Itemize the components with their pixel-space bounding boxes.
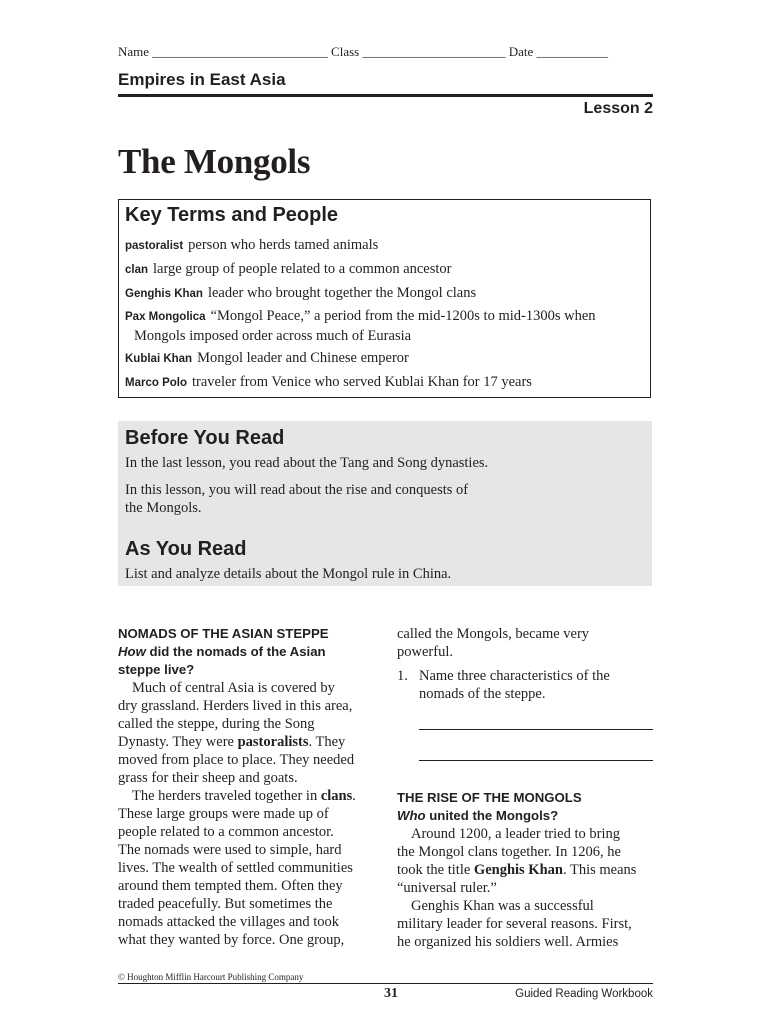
as-you-read-text: List and analyze details about the Mongol rule in China. <box>125 566 452 582</box>
body-line: The nomads were used to simple, hard <box>118 842 342 858</box>
before-you-read-text: the Mongols. <box>125 500 202 516</box>
key-term-item <box>125 349 645 369</box>
body-line: people related to a common ancestor. <box>118 824 334 840</box>
key-term-definition: person who herds tamed animals <box>188 237 379 253</box>
body-line: “universal ruler.” <box>397 880 497 896</box>
body-line: around them tempted them. Often they <box>118 878 343 894</box>
body-line: nomads attacked the villages and took <box>118 914 340 930</box>
footer-rule <box>118 983 653 984</box>
before-you-read-box <box>118 421 652 586</box>
key-term-definition: “Mongol Peace,” a period from the mid-1200s to mid-1300s when <box>210 308 596 324</box>
before-you-read-heading: Before You Read <box>125 427 285 449</box>
unit-title: Empires in East Asia <box>118 70 286 89</box>
key-term-item <box>125 284 645 304</box>
key-term-highlight: clans <box>320 788 353 804</box>
body-line: moved from place to place. They needed <box>118 752 355 768</box>
body-line: Much of central Asia is covered by <box>132 680 335 696</box>
key-term: clan <box>125 264 149 276</box>
section-question <box>397 807 657 825</box>
name-class-date-line: Name ___________________________ Class ______________________ Date ___________ <box>118 44 609 59</box>
key-term: Kublai Khan <box>125 353 193 365</box>
question-text: did the nomads of the Asian <box>145 644 326 659</box>
key-term-item <box>125 373 645 393</box>
lesson-label: Lesson 2 <box>583 100 653 117</box>
review-question <box>397 667 657 703</box>
question-word: How <box>118 644 146 659</box>
body-line: Dynasty. They were pastoralists. They <box>118 734 346 750</box>
question-line: Name three characteristics of the <box>419 668 610 684</box>
body-line: Around 1200, a leader tried to bring <box>411 826 620 842</box>
header-rule <box>118 94 653 97</box>
as-you-read-heading: As You Read <box>125 538 247 560</box>
key-term-item <box>125 260 645 280</box>
key-term-highlight: pastoralists <box>237 734 309 750</box>
key-term: Marco Polo <box>125 377 187 389</box>
body-line: Genghis Khan was a successful <box>411 898 594 914</box>
question-text: united the Mongols? <box>425 808 559 823</box>
body-line: lives. The wealth of settled communities <box>118 860 353 876</box>
question-number: 1. <box>397 668 408 684</box>
key-term: pastoralist <box>125 240 184 252</box>
body-line: called the steppe, during the Song <box>118 716 315 732</box>
key-terms-heading: Key Terms and People <box>125 204 339 226</box>
body-line: powerful. <box>397 644 453 660</box>
body-line: what they wanted by force. One group, <box>118 932 345 948</box>
section-heading: THE RISE OF THE MONGOLS <box>397 790 582 805</box>
key-term-highlight: Genghis Khan <box>473 862 563 878</box>
body-line: the Mongol clans together. In 1206, he <box>397 844 621 860</box>
body-line: military leader for several reasons. First, <box>397 916 632 932</box>
copyright: © Houghton Mifflin Harcourt Publishing Company <box>118 972 304 982</box>
key-term-definition-continued: Mongols imposed order across much of Eurasia <box>134 328 412 344</box>
key-term-definition: large group of people related to a common ancestor <box>153 261 452 277</box>
body-line: grass for their sheep and goats. <box>118 770 298 786</box>
body-line: The herders traveled together in clans. <box>132 788 356 804</box>
question-line: nomads of the steppe. <box>419 686 546 702</box>
left-column <box>118 625 383 949</box>
before-you-read-text: In the last lesson, you read about the Tang and Song dynasties. <box>125 455 489 471</box>
key-term-definition: leader who brought together the Mongol clans <box>207 285 477 301</box>
question-word: Who <box>397 808 426 823</box>
workbook-title: Guided Reading Workbook <box>515 988 653 1000</box>
section-heading: NOMADS OF THE ASIAN STEPPE <box>118 626 329 641</box>
key-terms-box <box>118 199 651 398</box>
body-line: took the title Genghis Khan. This means <box>397 862 637 878</box>
page-title: The Mongols <box>118 142 311 181</box>
key-term-item <box>125 236 645 256</box>
answer-line[interactable] <box>419 760 653 761</box>
body-line: These large groups were made up of <box>118 806 329 822</box>
body-line: called the Mongols, became very <box>397 626 590 642</box>
before-you-read-text: In this lesson, you will read about the rise and conquests of <box>125 482 469 498</box>
answer-line[interactable] <box>419 729 653 730</box>
key-term: Genghis Khan <box>125 288 203 300</box>
body-line: he organized his soldiers well. Armies <box>397 934 619 950</box>
key-term-definition: Mongol leader and Chinese emperor <box>197 350 409 366</box>
section-question: steppe live? <box>118 662 195 677</box>
body-line: dry grassland. Herders lived in this area, <box>118 698 353 714</box>
key-term-item <box>125 307 645 346</box>
key-term-definition: traveler from Venice who served Kublai Khan for 17 years <box>191 374 532 390</box>
body-line: traded peacefully. But sometimes the <box>118 896 333 912</box>
right-column <box>397 625 657 951</box>
key-term: Pax Mongolica <box>125 311 206 323</box>
page-number: 31 <box>384 986 398 1001</box>
section-question <box>118 643 383 661</box>
